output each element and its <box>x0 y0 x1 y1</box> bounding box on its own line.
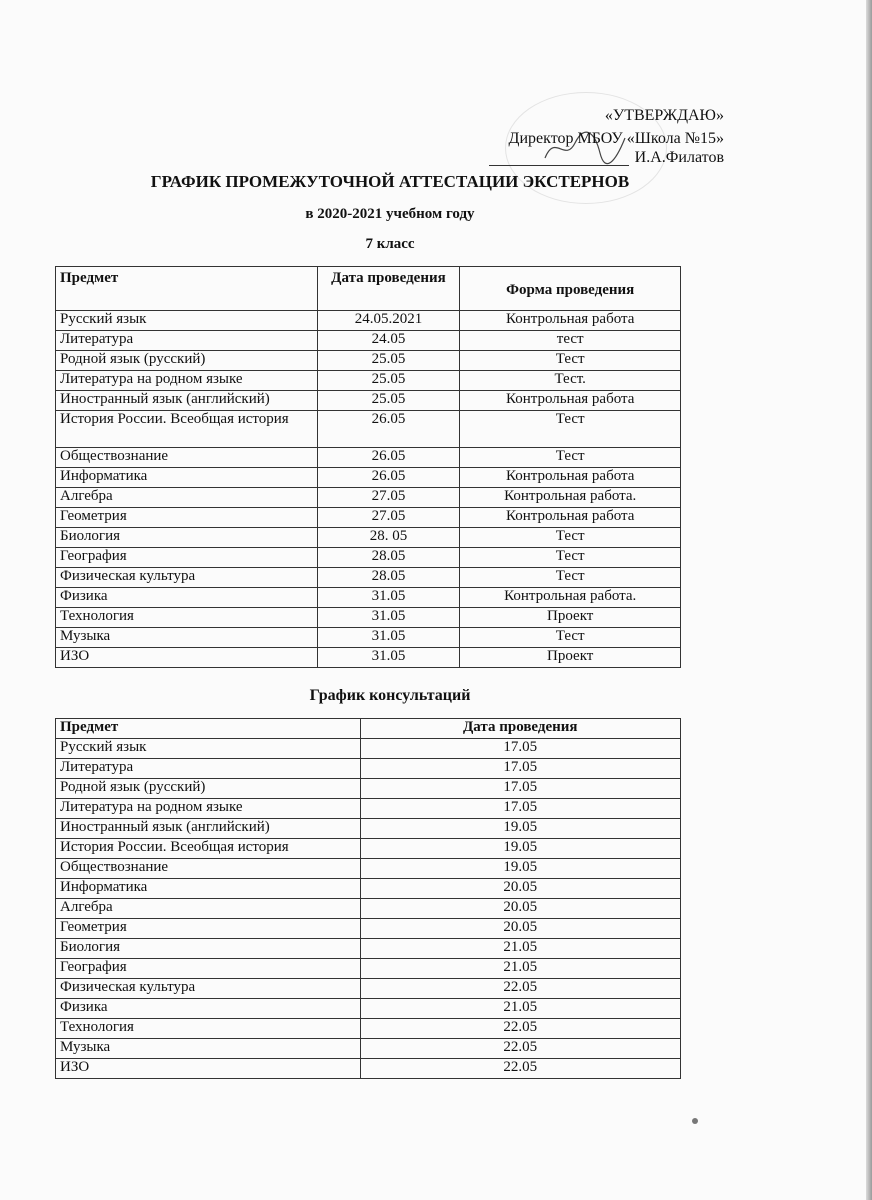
table-row <box>56 799 681 819</box>
table-row <box>56 859 681 879</box>
subject-cell: Литература на родном языке <box>56 371 318 391</box>
table-row <box>56 759 681 779</box>
subject-cell: Музыка <box>56 628 318 648</box>
table-row <box>56 959 681 979</box>
subject-cell: Технология <box>56 608 318 628</box>
date-cell: 28.05 <box>317 548 460 568</box>
header-subject: Предмет <box>56 267 318 311</box>
table-row <box>56 371 681 391</box>
form-cell: Контрольная работа. <box>460 488 681 508</box>
date-cell: 25.05 <box>317 391 460 411</box>
subject-cell: Геометрия <box>56 508 318 528</box>
date-cell: 31.05 <box>317 648 460 668</box>
subject-cell: Алгебра <box>56 488 318 508</box>
form-cell: Контрольная работа <box>460 391 681 411</box>
date-cell: 17.05 <box>360 799 680 819</box>
table-row <box>56 879 681 899</box>
approval-heading: «УТВЕРЖДАЮ» <box>604 107 724 124</box>
subject-cell: Литература <box>56 331 318 351</box>
consultations-table <box>55 718 681 1079</box>
table-row <box>56 448 681 468</box>
header-subject: Предмет <box>56 719 361 739</box>
subject-cell: Физика <box>56 999 361 1019</box>
date-cell: 19.05 <box>360 859 680 879</box>
form-cell: Тест <box>460 548 681 568</box>
subject-cell: История России. Всеобщая история <box>56 839 361 859</box>
subject-cell: ИЗО <box>56 648 318 668</box>
date-cell: 24.05.2021 <box>317 311 460 331</box>
table-row <box>56 331 681 351</box>
subject-cell: Обществознание <box>56 448 318 468</box>
date-cell: 19.05 <box>360 839 680 859</box>
subject-cell: История России. Всеобщая история <box>56 411 318 448</box>
table-row <box>56 411 681 448</box>
form-cell: Тест <box>460 528 681 548</box>
approval-signer: И.А.Филатов <box>634 149 724 166</box>
form-cell: тест <box>460 331 681 351</box>
table-row <box>56 351 681 371</box>
table-row <box>56 311 681 331</box>
form-cell: Тест <box>460 351 681 371</box>
date-cell: 31.05 <box>317 608 460 628</box>
table-row <box>56 1039 681 1059</box>
date-cell: 25.05 <box>317 351 460 371</box>
table-row <box>56 468 681 488</box>
form-cell: Тест <box>460 411 681 448</box>
date-cell: 27.05 <box>317 508 460 528</box>
date-cell: 21.05 <box>360 959 680 979</box>
date-cell: 22.05 <box>360 979 680 999</box>
signature-line <box>489 165 629 166</box>
form-cell: Контрольная работа. <box>460 588 681 608</box>
date-cell: 26.05 <box>317 468 460 488</box>
form-cell: Тест. <box>460 371 681 391</box>
table-row <box>56 608 681 628</box>
date-cell: 20.05 <box>360 919 680 939</box>
subject-cell: Физическая культура <box>56 979 361 999</box>
date-cell: 17.05 <box>360 759 680 779</box>
date-cell: 20.05 <box>360 879 680 899</box>
subject-cell: Иностранный язык (английский) <box>56 391 318 411</box>
subject-cell: Биология <box>56 939 361 959</box>
document-title: ГРАФИК ПРОМЕЖУТОЧНОЙ АТТЕСТАЦИИ ЭКСТЕРНОВ <box>150 172 630 191</box>
date-cell: 22.05 <box>360 1039 680 1059</box>
date-cell: 31.05 <box>317 588 460 608</box>
subject-cell: Алгебра <box>56 899 361 919</box>
form-cell: Проект <box>460 648 681 668</box>
table-row <box>56 779 681 799</box>
subject-cell: Технология <box>56 1019 361 1039</box>
subject-cell: Иностранный язык (английский) <box>56 819 361 839</box>
header-date: Дата проведения <box>360 719 680 739</box>
attestation-header-row <box>56 267 681 311</box>
grade: 7 класс <box>365 236 415 252</box>
subject-cell: География <box>56 959 361 979</box>
date-cell: 28.05 <box>317 568 460 588</box>
table-row <box>56 979 681 999</box>
subject-cell: Информатика <box>56 468 318 488</box>
consultations-title: График консультаций <box>309 687 471 704</box>
date-cell: 24.05 <box>317 331 460 351</box>
form-cell: Контрольная работа <box>460 311 681 331</box>
date-cell: 17.05 <box>360 739 680 759</box>
subject-cell: Литература <box>56 759 361 779</box>
subject-cell: Родной язык (русский) <box>56 351 318 371</box>
subject-cell: Русский язык <box>56 739 361 759</box>
subject-cell: Музыка <box>56 1039 361 1059</box>
subject-cell: Геометрия <box>56 919 361 939</box>
table-row <box>56 1019 681 1039</box>
date-cell: 28. 05 <box>317 528 460 548</box>
form-cell: Проект <box>460 608 681 628</box>
table-row <box>56 899 681 919</box>
table-row <box>56 648 681 668</box>
subject-cell: ИЗО <box>56 1059 361 1079</box>
school-year: в 2020-2021 учебном году <box>305 206 475 222</box>
page-edge <box>866 0 872 1200</box>
attestation-table <box>55 266 681 668</box>
table-row <box>56 528 681 548</box>
table-row <box>56 819 681 839</box>
date-cell: 21.05 <box>360 999 680 1019</box>
subject-cell: Физика <box>56 588 318 608</box>
date-cell: 20.05 <box>360 899 680 919</box>
date-cell: 17.05 <box>360 779 680 799</box>
table-row <box>56 508 681 528</box>
table-row <box>56 391 681 411</box>
date-cell: 22.05 <box>360 1019 680 1039</box>
form-cell: Контрольная работа <box>460 468 681 488</box>
date-cell: 25.05 <box>317 371 460 391</box>
date-cell: 22.05 <box>360 1059 680 1079</box>
table-row <box>56 1059 681 1079</box>
subject-cell: Физическая культура <box>56 568 318 588</box>
consultations-header-row <box>56 719 681 739</box>
table-row <box>56 548 681 568</box>
date-cell: 26.05 <box>317 411 460 448</box>
form-cell: Тест <box>460 448 681 468</box>
table-row <box>56 628 681 648</box>
subject-cell: Обществознание <box>56 859 361 879</box>
page-mark <box>692 1118 698 1124</box>
subject-cell: Биология <box>56 528 318 548</box>
subject-cell: Родной язык (русский) <box>56 779 361 799</box>
table-row <box>56 939 681 959</box>
table-row <box>56 999 681 1019</box>
date-cell: 27.05 <box>317 488 460 508</box>
table-row <box>56 839 681 859</box>
table-row <box>56 588 681 608</box>
date-cell: 26.05 <box>317 448 460 468</box>
subject-cell: Литература на родном языке <box>56 799 361 819</box>
form-cell: Тест <box>460 568 681 588</box>
table-row <box>56 739 681 759</box>
form-cell: Контрольная работа <box>460 508 681 528</box>
subject-cell: География <box>56 548 318 568</box>
subject-cell: Информатика <box>56 879 361 899</box>
header-form: Форма проведения <box>460 267 681 311</box>
subject-cell: Русский язык <box>56 311 318 331</box>
date-cell: 21.05 <box>360 939 680 959</box>
approval-position: Директор МБОУ «Школа №15» <box>508 130 724 147</box>
form-cell: Тест <box>460 628 681 648</box>
date-cell: 31.05 <box>317 628 460 648</box>
header-date: Дата проведения <box>317 267 460 311</box>
table-row <box>56 568 681 588</box>
date-cell: 19.05 <box>360 819 680 839</box>
table-row <box>56 488 681 508</box>
table-row <box>56 919 681 939</box>
